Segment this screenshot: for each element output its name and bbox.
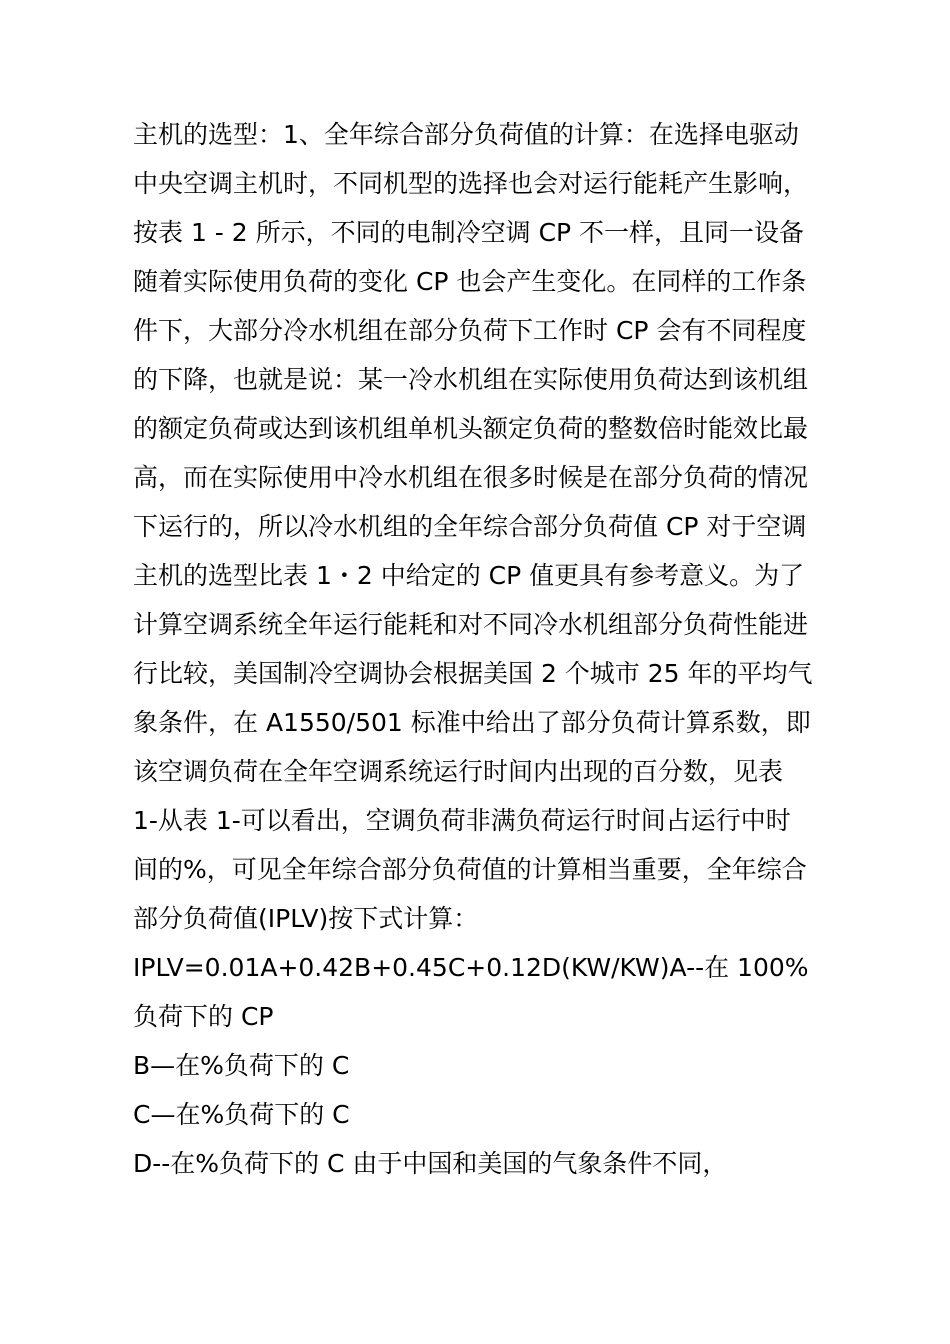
document-body: [133, 110, 833, 1188]
text-line: 按表 1 - 2 所示，不同的电制冷空调 CP 不一样，且同一设备: [133, 218, 805, 247]
text-line: 间的%，可见全年综合部分负荷值的计算相当重要，全年综合: [133, 855, 807, 884]
text-line: 负荷下的 CP: [133, 1002, 274, 1031]
text-line: 下运行的，所以冷水机组的全年综合部分负荷值 CP 对于空调: [133, 512, 807, 541]
text-line: 中央空调主机时，不同机型的选择也会对运行能耗产生影响，: [133, 169, 809, 198]
text-line: 行比较，美国制冷空调协会根据美国 2 个城市 25 年的平均气: [133, 659, 813, 688]
text-line: 象条件，在 A1550/501 标准中给出了部分负荷计算系数，即: [133, 708, 811, 737]
text-line: 高，而在实际使用中冷水机组在很多时候是在部分负荷的情况: [133, 463, 809, 492]
text-line: 主机的选型：1、全年综合部分负荷值的计算：在选择电驱动: [133, 120, 799, 149]
definition-line: B—在%负荷下的 C: [133, 1051, 350, 1080]
text-line: 该空调负荷在全年空调系统运行时间内出现的百分数，见表: [133, 757, 784, 786]
text-line: 随着实际使用负荷的变化 CP 也会产生变化。在同样的工作条: [133, 267, 807, 296]
text-line: 件下，大部分冷水机组在部分负荷下工作时 CP 会有不同程度: [133, 316, 807, 345]
definition-line: D--在%负荷下的 C 由于中国和美国的气象条件不同，: [133, 1149, 728, 1178]
text-line: 的额定负荷或达到该机组单机头额定负荷的整数倍时能效比最: [133, 414, 809, 443]
text-line: 主机的选型比表 1・2 中给定的 CP 值更具有参考意义。为了: [133, 561, 805, 590]
text-line: 1-从表 1-可以看出，空调负荷非满负荷运行时间占运行中时: [133, 806, 791, 835]
text-line: 的下降，也就是说：某一冷水机组在实际使用负荷达到该机组: [133, 365, 809, 394]
main-paragraph: [133, 110, 833, 1188]
definition-line: C—在%负荷下的 C: [133, 1100, 350, 1129]
text-line: 计算空调系统全年运行能耗和对不同冷水机组部分负荷性能进: [133, 610, 809, 639]
text-line: 部分负荷值(IPLV)按下式计算：: [133, 904, 479, 933]
formula-line: IPLV=0.01A+0.42B+0.45C+0.12D(KW/KW)A--在 100%: [133, 953, 809, 982]
